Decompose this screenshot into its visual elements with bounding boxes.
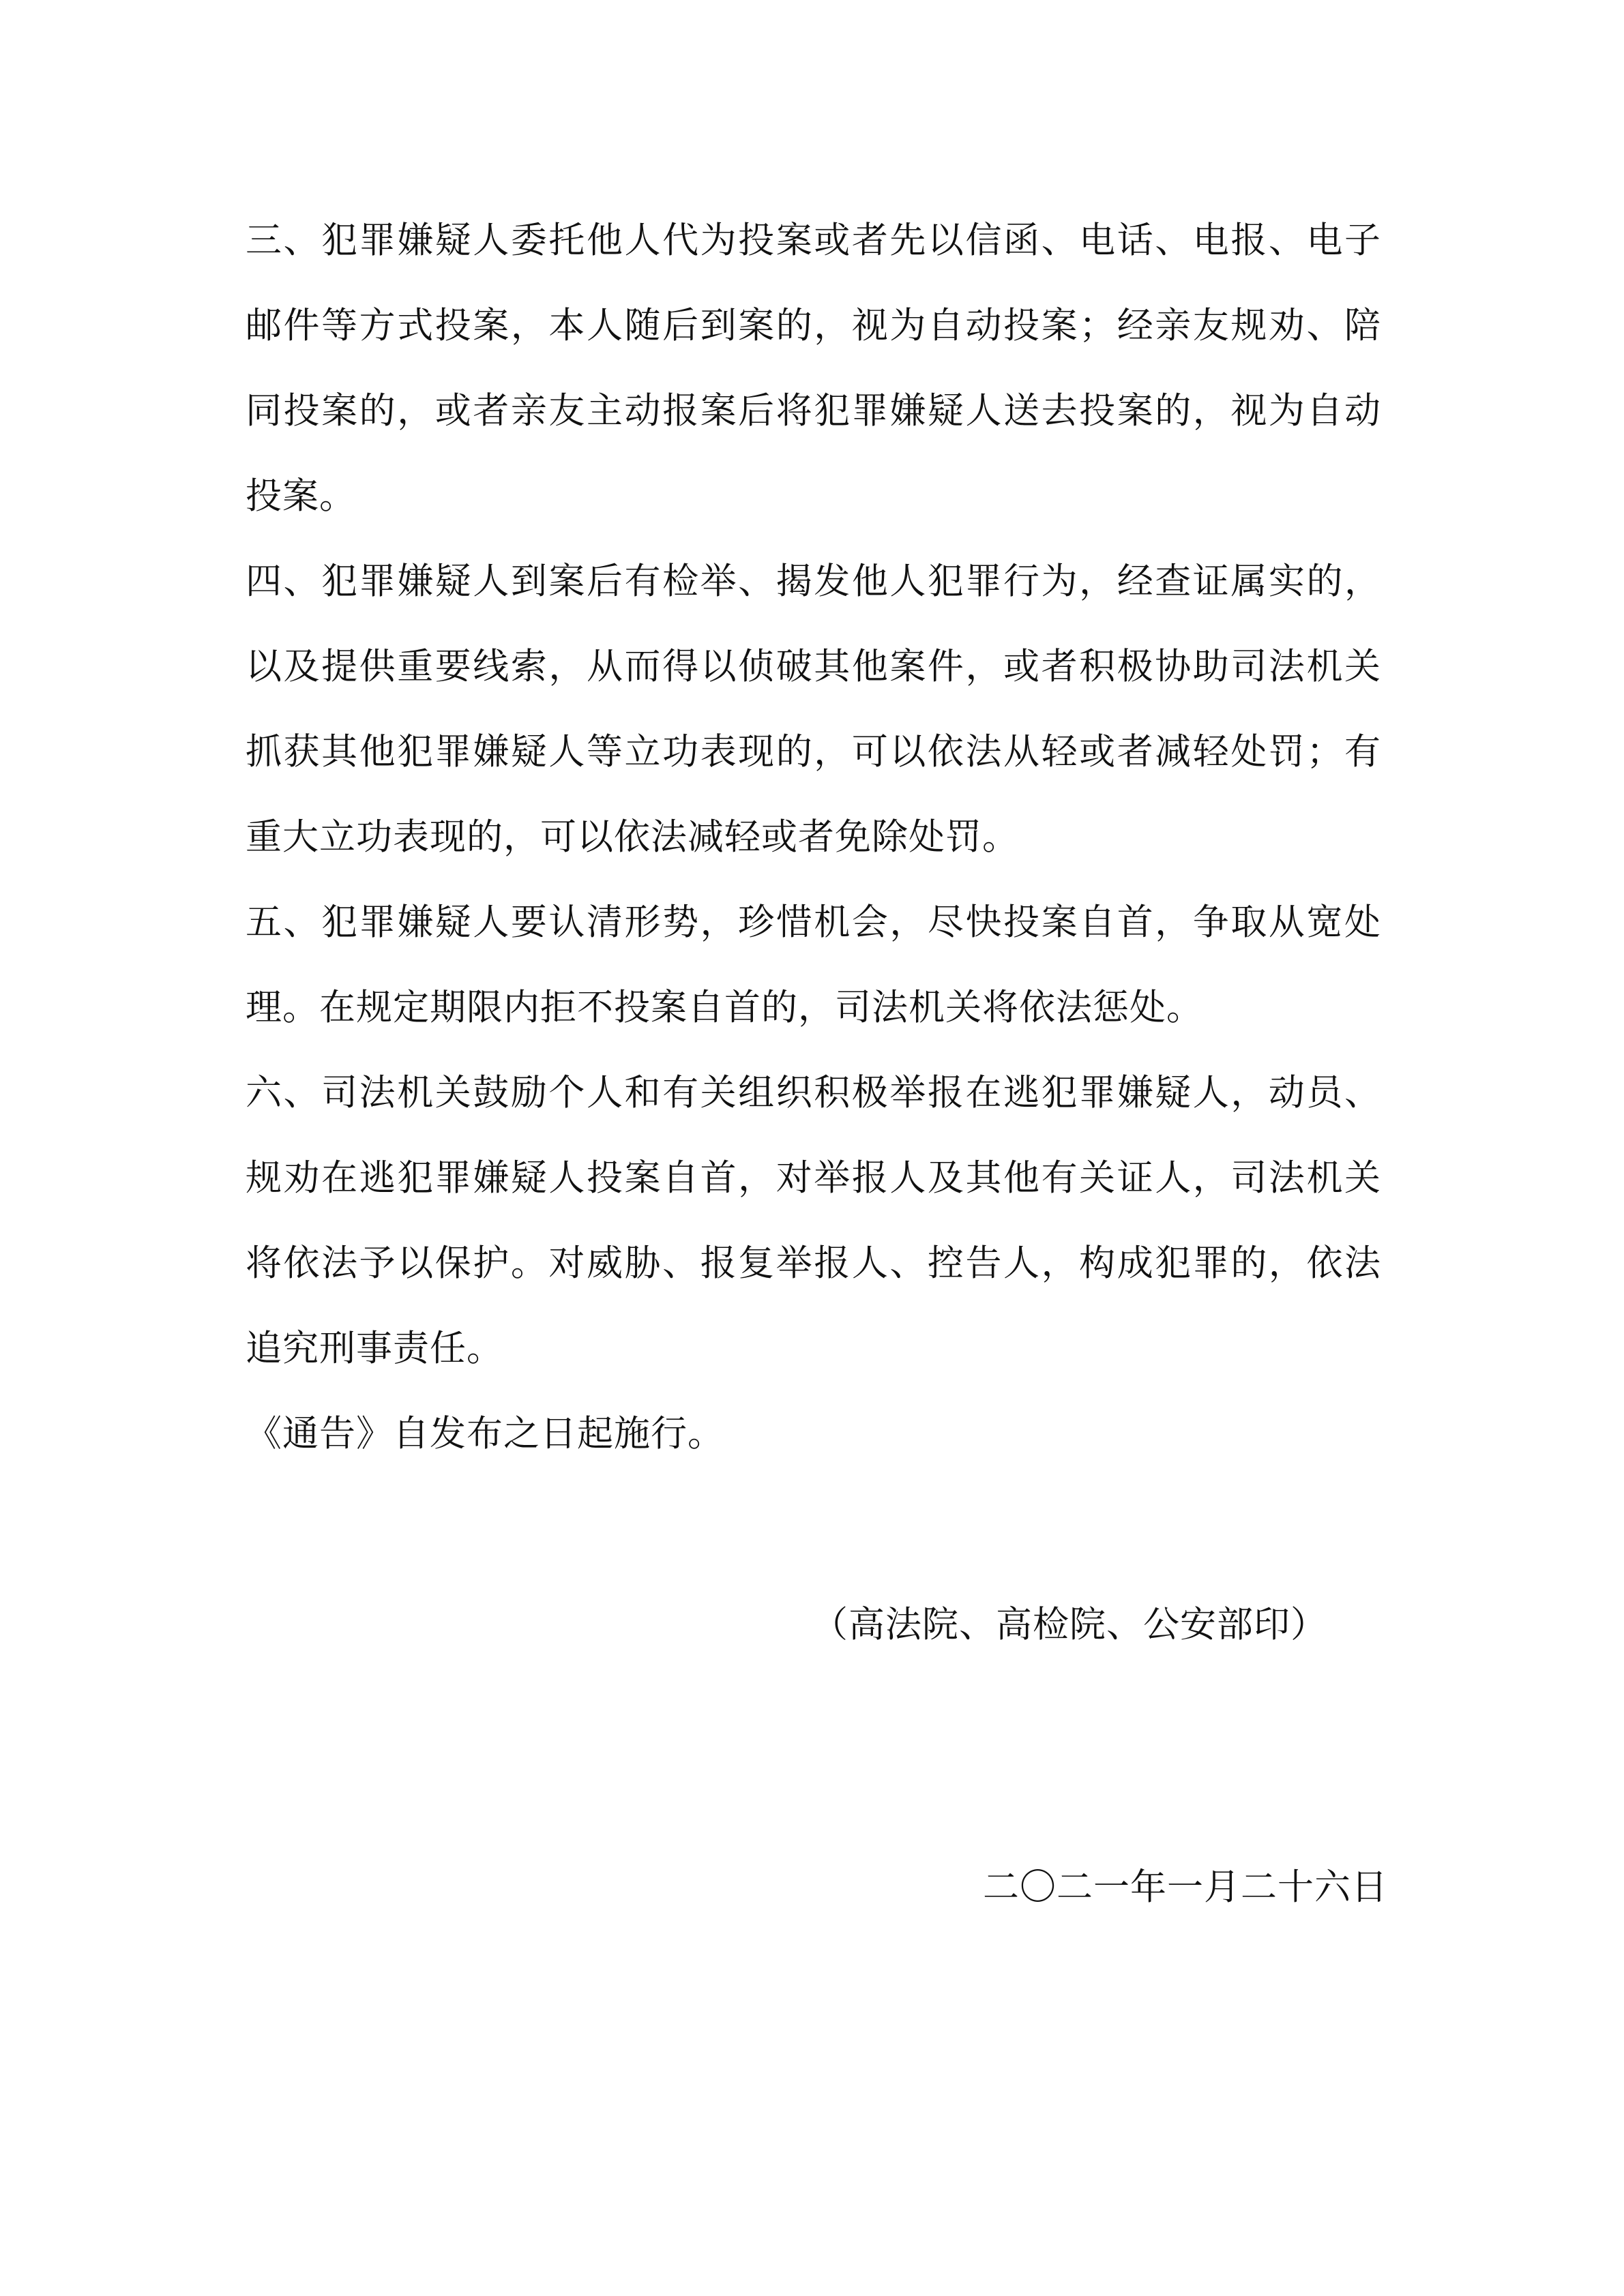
notice-body — [246, 198, 1381, 1476]
clause-six: 六、司法机关鼓励个人和有关组织积极举报在逃犯罪嫌疑人，动员、规劝在逃犯罪嫌疑人投案自首，对举报人及其他有关证人，司法机关将依法予以保护。对威胁、报复举报人、控告人，构成犯罪的，依法追究刑事责任。 — [246, 1072, 1381, 1369]
clause-four: 四、犯罪嫌疑人到案后有检举、揭发他人犯罪行为，经查证属实的，以及提供重要线索，从而得以侦破其他案件，或者积极协助司法机关抓获其他犯罪嫌疑人等立功表现的，可以依法从轻或者减轻处罚；有重大立功表现的，可以依法减轻或者免除处罚。 — [246, 561, 1381, 858]
issuing-authorities-seal-note: （高法院、高检院、公安部印） — [812, 1604, 1327, 1645]
effective-statement: 《通告》自发布之日起施行。 — [246, 1413, 724, 1455]
clause-three: 三、犯罪嫌疑人委托他人代为投案或者先以信函、电话、电报、电子邮件等方式投案，本人随后到案的，视为自动投案；经亲友规劝、陪同投案的，或者亲友主动报案后将犯罪嫌疑人送去投案的，视为自动投案。 — [246, 220, 1381, 517]
clause-five: 五、犯罪嫌疑人要认清形势，珍惜机会，尽快投案自首，争取从宽处理。在规定期限内拒不投案自首的，司法机关将依法惩处。 — [246, 901, 1381, 1028]
issue-date: 二〇二一年一月二十六日 — [983, 1866, 1388, 1908]
